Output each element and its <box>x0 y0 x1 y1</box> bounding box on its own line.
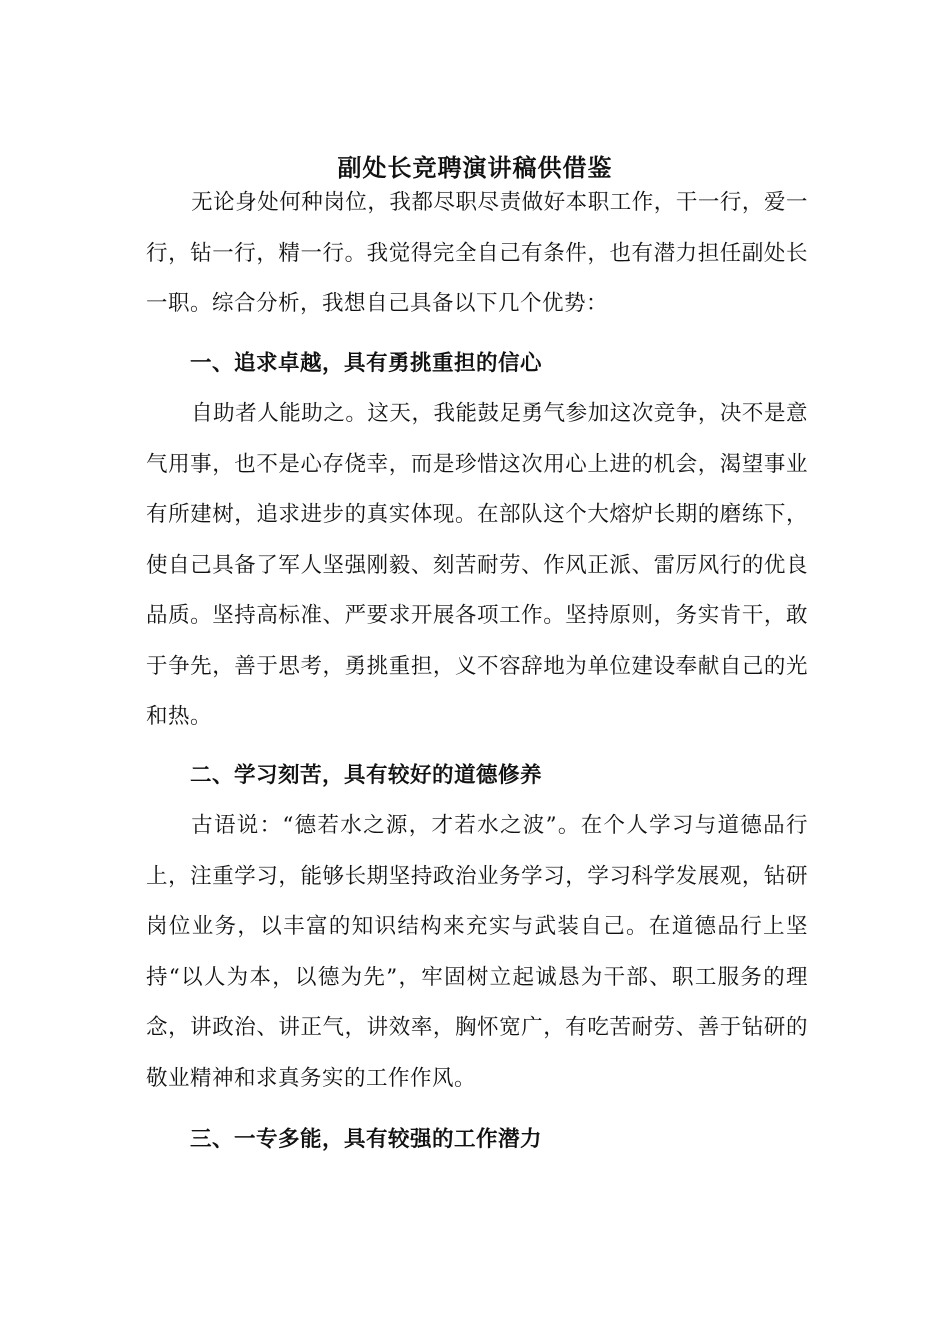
section-body-2: 古语说：“德若水之源，才若水之波”。在个人学习与道德品行上，注重学习，能够长期坚持政治业务学习，学习科学发展观，钻研岗位业务，以丰富的知识结构来充实与武装自己。在道德品行上坚持“以人为本，以德为先”，牢固树立起诚恳为干部、职工服务的理念，讲政治、讲正气，讲效率，胸怀宽广，有吃苦耐劳、善于钻研的敬业精神和求真务实的工作作风。 <box>146 813 808 1091</box>
document-title: 副处长竞聘演讲稿供借鉴 <box>337 153 613 183</box>
section-heading-2: 二、学习刻苦，具有较好的道德修养 <box>190 763 543 788</box>
section-body-1: 自助者人能助之。这天，我能鼓足勇气参加这次竞争，决不是意气用事，也不是心存侥幸，而是珍惜这次用心上进的机会，渴望事业有所建树，追求进步的真实体现。在部队这个大熔炉长期的磨练下，使自己具备了军人坚强刚毅、刻苦耐劳、作风正派、雷厉风行的优良品质。坚持高标准、严要求开展各项工作。坚持原则，务实肯干，敢于争先，善于思考，勇挑重担，义不容辞地为单位建设奉献自己的光和热。 <box>146 401 808 729</box>
section-heading-1: 一、追求卓越，具有勇挑重担的信心 <box>190 351 543 376</box>
intro-paragraph: 无论身处何种岗位，我都尽职尽责做好本职工作，干一行，爱一行，钻一行，精一行。我觉得完全自己有条件，也有潜力担任副处长一职。综合分析，我想自己具备以下几个优势： <box>146 190 808 316</box>
section-heading-3: 三、一专多能，具有较强的工作潜力 <box>190 1127 543 1152</box>
